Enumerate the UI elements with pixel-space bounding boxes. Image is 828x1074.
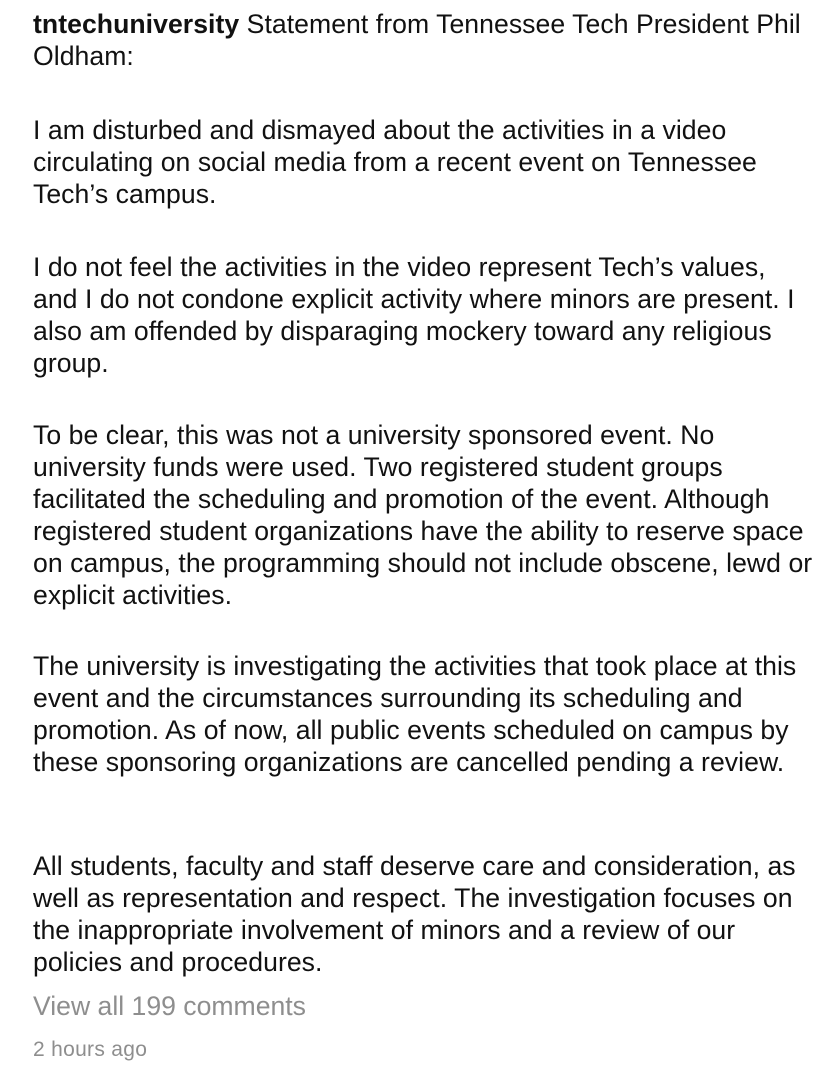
caption-paragraph: I am disturbed and dismayed about the activities in a video circulating on social media from a recent event on Tennessee Tech’s campus. [33,115,757,209]
caption-intro: Statement from Tennessee Tech President Phil Oldham: [33,9,801,71]
caption-paragraph: All students, faculty and staff deserve care and consideration, as well as representation and respect. The investigation focuses on the inappropriate involvement of minors and a review of our policies and procedures. [33,851,796,977]
caption-paragraph: I do not feel the activities in the video represent Tech’s values, and I do not condone explicit activity where minors are present. I also am offended by disparaging mockery toward any religious group. [33,252,795,378]
username-link[interactable]: tntechuniversity [33,9,240,39]
view-all-comments-link[interactable]: View all 199 comments [33,991,306,1021]
caption-header [33,8,808,72]
caption-paragraph: The university is investigating the activities that took place at this event and the circumstances surrounding its scheduling and promotion. As of now, all public events scheduled on campus by these sponsoring organizations are cancelled pending a review. [33,651,797,777]
post-timestamp: 2 hours ago [33,1038,148,1061]
caption-paragraph: To be clear, this was not a university sponsored event. No university funds were used. Two registered student groups facilitated the scheduling and promotion of the event. Although registered student organizations have the ability to reserve space on campus, the programming should not include obscene, lewd or explicit activities. [33,420,813,610]
